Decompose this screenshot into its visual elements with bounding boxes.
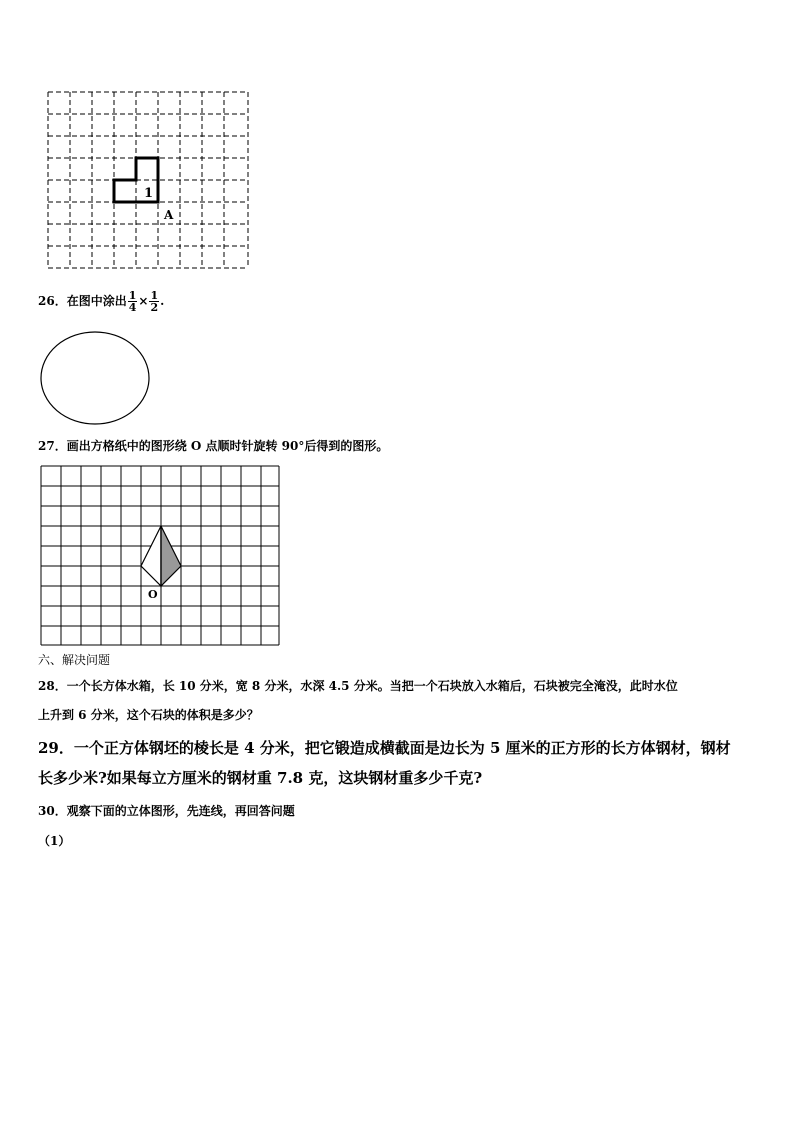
kite-right-half-shaded bbox=[161, 526, 181, 586]
question-text: 在图中涂出 bbox=[66, 294, 127, 308]
question-30: 30．观察下面的立体图形，先连线，再回答问题 bbox=[38, 804, 295, 818]
question-29-line-1: 29．一个正方体钢坯的棱长是 4 分米，把它锻造成横截面是边长为 5 厘米的正方形的长方体钢材，钢材 bbox=[38, 739, 731, 757]
question-28-line-2: 上升到 6 分米，这个石块的体积是多少？ bbox=[38, 708, 259, 722]
dashed-grid-figure bbox=[44, 88, 254, 274]
question-30-sub-1: （1） bbox=[38, 834, 71, 848]
section-title: 六、解决问题 bbox=[38, 653, 111, 667]
fraction-1: $\frac{1}{4}$ bbox=[128, 289, 137, 314]
question-28-line-1: 28．一个长方体水箱，长 10 分米，宽 8 分米，水深 4.5 分米。当把一个石块放入水箱后，石块被完全淹没，此时水位 bbox=[38, 679, 678, 693]
question-27: 27．画出方格纸中的图形绕 O 点顺时针旋转 90°后得到的图形。 bbox=[38, 439, 389, 453]
kite-left-half bbox=[141, 526, 161, 586]
point-a-label: A bbox=[164, 208, 174, 222]
shape-label: 1 bbox=[144, 186, 154, 201]
question-29-line-2: 长多少米?如果每立方厘米的钢材重 7.8 克，这块钢材重多少千克? bbox=[38, 769, 483, 787]
question-number: 26． bbox=[38, 294, 67, 308]
rotation-grid-figure bbox=[36, 462, 284, 650]
times-sign: × bbox=[138, 294, 149, 308]
question-26: 26．在图中涂出 $\frac{1}{4}$ × $\frac{1}{2}$ . bbox=[38, 289, 165, 314]
ellipse-figure bbox=[38, 328, 154, 428]
fraction-2: $\frac{1}{2}$ bbox=[150, 289, 159, 314]
point-o-label: O bbox=[148, 588, 158, 601]
